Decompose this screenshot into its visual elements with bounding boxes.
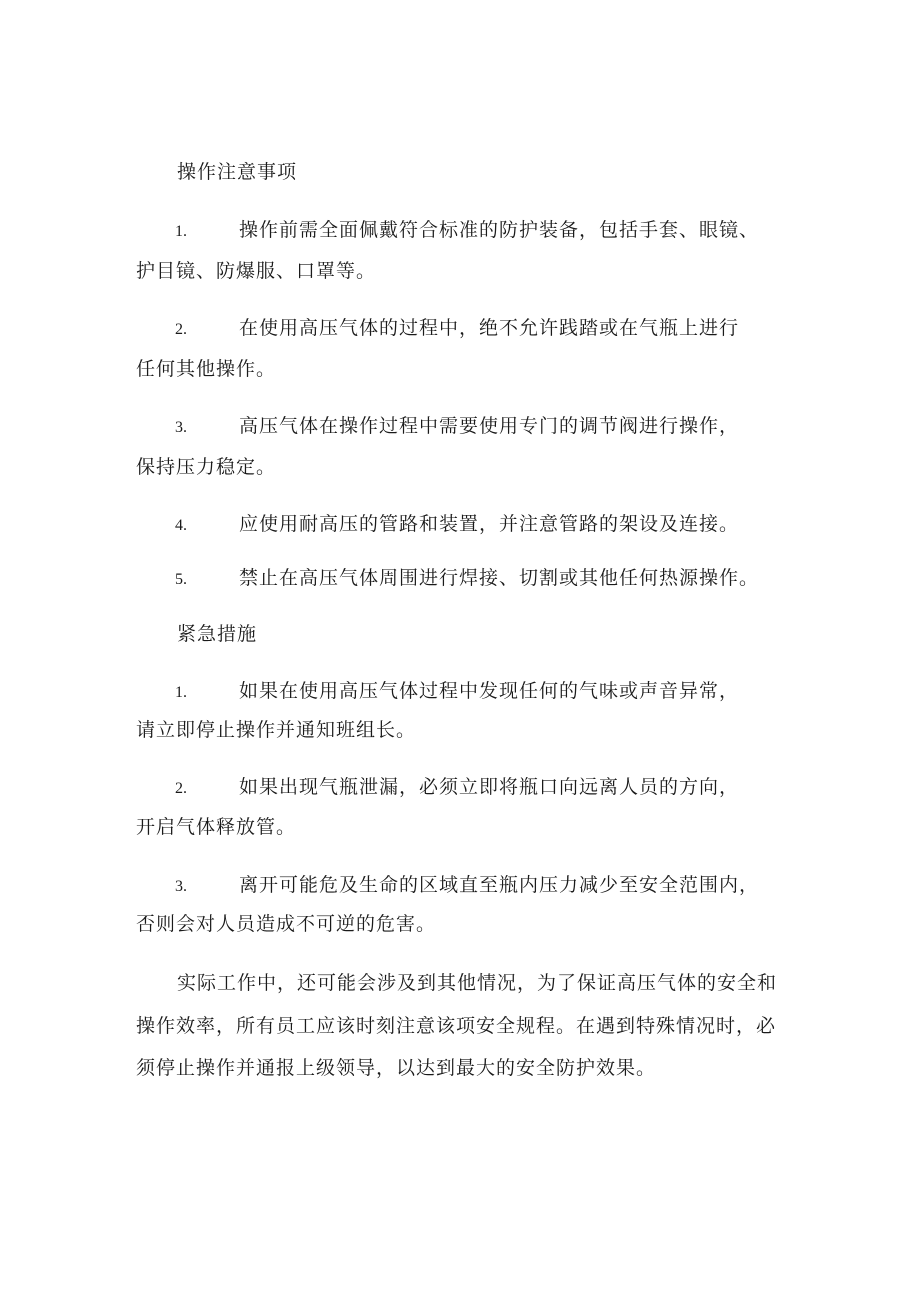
- closing-paragraph-line: 操作效率，所有员工应该时刻注意该项安全规程。在遇到特殊情况时，必: [136, 1015, 777, 1037]
- list-item-number: 2.: [175, 780, 187, 797]
- list-item-text: 如果出现气瓶泄漏，必须立即将瓶口向远离人员的方向，: [239, 776, 740, 798]
- list-item-text: 应使用耐高压的管路和装置，并注意管路的架设及连接。: [239, 513, 740, 535]
- list-item-number: 4.: [175, 517, 187, 534]
- list-item-number: 5.: [175, 571, 187, 588]
- list-item-text: 操作前需全面佩戴符合标准的防护装备，包括手套、眼镜、: [239, 219, 760, 241]
- list-item-text-continued: 任何其他操作。: [136, 358, 277, 380]
- list-item-text: 离开可能危及生命的区域直至瓶内压力减少至安全范围内，: [239, 874, 760, 896]
- list-item-number: 3.: [175, 419, 187, 436]
- list-item-number: 1.: [175, 684, 187, 701]
- list-item-text-continued: 保持压力稳定。: [136, 456, 277, 478]
- list-item-text-continued: 请立即停止操作并通知班组长。: [136, 719, 417, 741]
- list-item-number: 3.: [175, 878, 187, 895]
- list-item-text-continued: 护目镜、防爆服、口罩等。: [136, 260, 377, 282]
- list-item-number: 1.: [175, 223, 187, 240]
- list-item-text: 禁止在高压气体周围进行焊接、切割或其他任何热源操作。: [239, 567, 760, 589]
- list-item-text: 在使用高压气体的过程中，绝不允许践踏或在气瓶上进行: [239, 317, 740, 339]
- section-heading-precautions: 操作注意事项: [177, 161, 298, 183]
- closing-paragraph-line: 实际工作中，还可能会涉及到其他情况，为了保证高压气体的安全和: [177, 972, 778, 994]
- list-item-text: 高压气体在操作过程中需要使用专门的调节阀进行操作，: [239, 415, 740, 437]
- list-item-text-continued: 否则会对人员造成不可逆的危害。: [136, 913, 437, 935]
- list-item-text-continued: 开启气体释放管。: [136, 816, 297, 838]
- list-item-number: 2.: [175, 321, 187, 338]
- closing-paragraph-line: 须停止操作并通报上级领导，以达到最大的安全防护效果。: [136, 1057, 657, 1079]
- list-item-text: 如果在使用高压气体过程中发现任何的气味或声音异常，: [239, 680, 740, 702]
- section-heading-emergency: 紧急措施: [177, 623, 258, 645]
